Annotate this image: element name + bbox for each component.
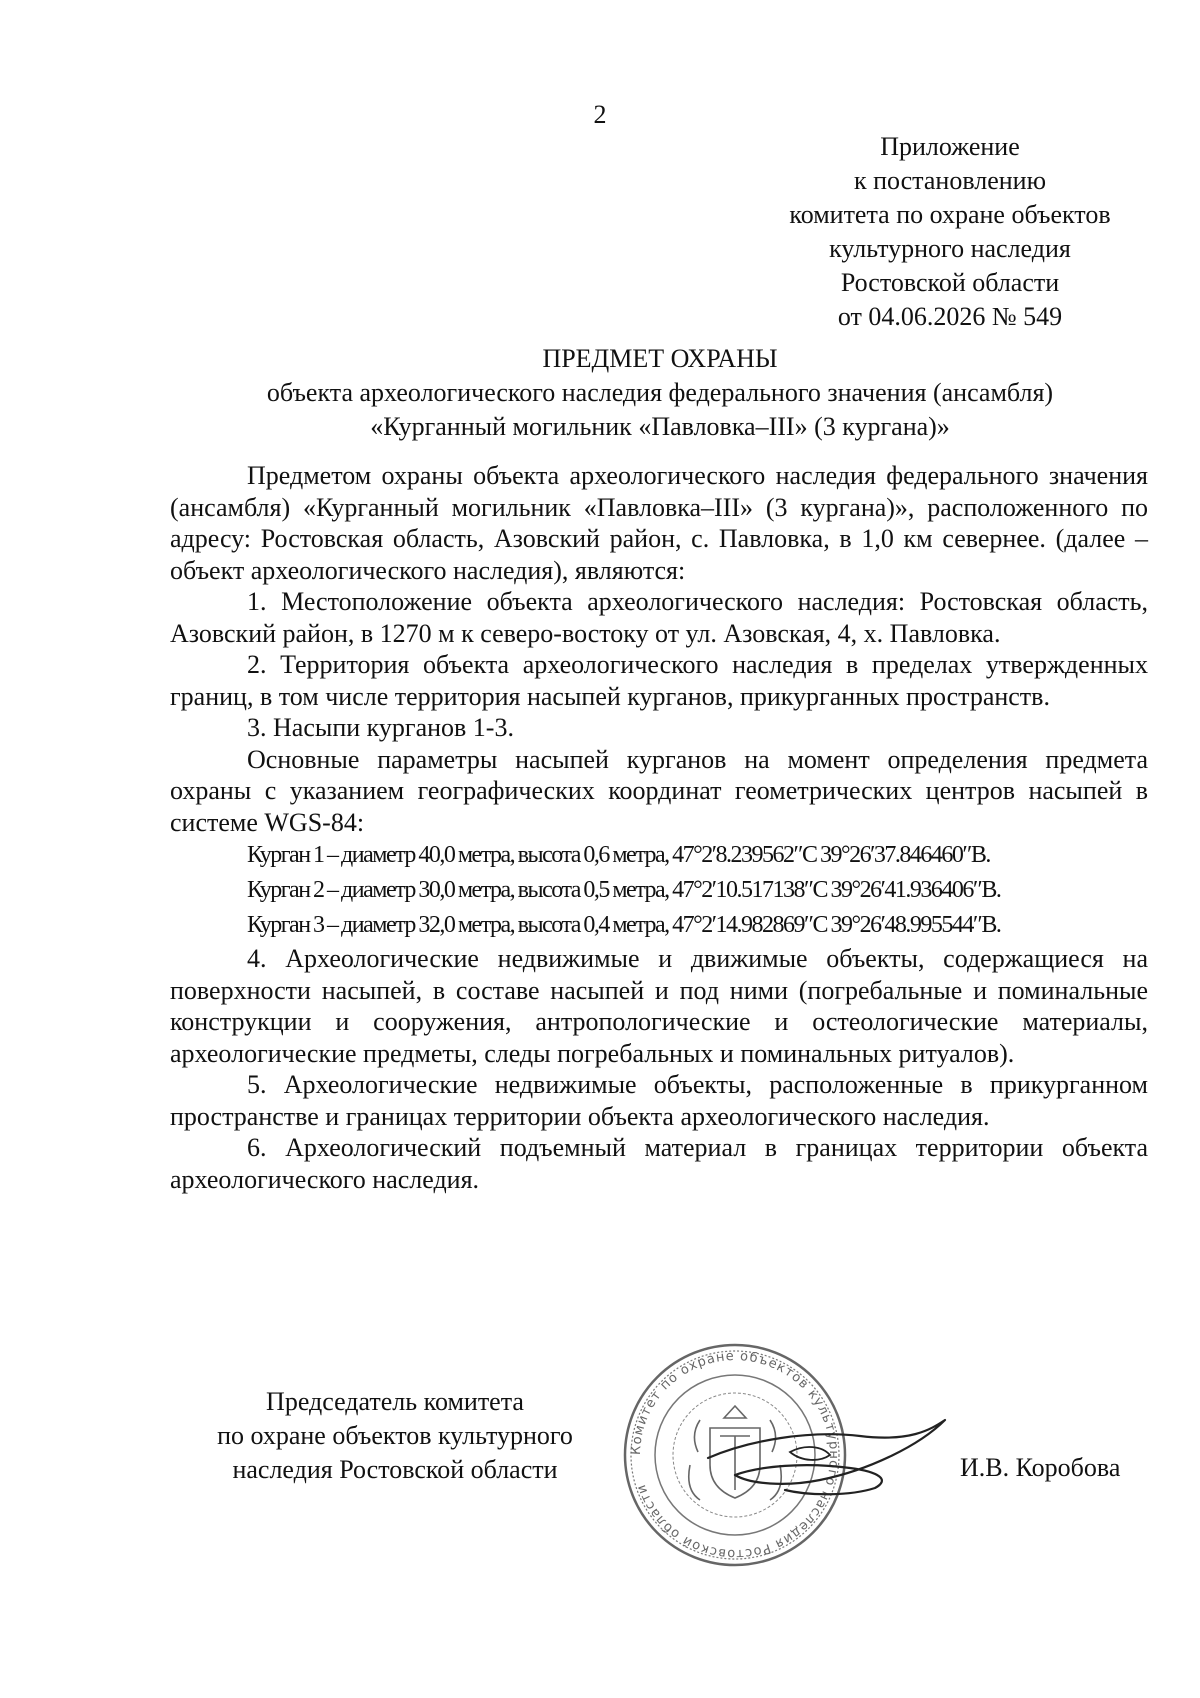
item-mounds: 3. Насыпи курганов 1-3.	[247, 713, 514, 742]
params-paragraph: Основные параметры насыпей курганов на момент определения предмета охраны с указанием географических координат геометрических центров насыпей в системе WGS-84:	[170, 744, 1148, 837]
document-body	[170, 460, 1148, 1195]
document-title	[0, 342, 1200, 444]
title-object-name: «Курганный могильник «Павловка–III» (3 кургана)»	[370, 412, 950, 441]
appendix-line: культурного наследия	[829, 234, 1071, 263]
title-subtitle: объекта археологического наследия федерального значения (ансамбля)	[266, 378, 1054, 407]
page-number: 2	[593, 100, 607, 129]
kurgan-3-line: Курган 3 – диаметр 32,0 метра, высота 0,4 метра, 47°2′14.982869″С 39°26′48.995544″В.	[247, 912, 1001, 938]
signer-position	[150, 1385, 640, 1487]
item-surface-material: 6. Археологический подъемный материал в границах территории объекта археологического наследия.	[170, 1133, 1148, 1194]
signer-position-line: Председатель комитета	[266, 1387, 524, 1416]
title-heading: ПРЕДМЕТ ОХРАНЫ	[542, 344, 778, 373]
handwritten-signature	[690, 1400, 960, 1510]
appendix-line: Ростовской области	[840, 268, 1060, 297]
appendix-date-number: от 04.06.2026 № 549	[837, 302, 1063, 331]
kurgan-1-line: Курган 1 – диаметр 40,0 метра, высота 0,6 метра, 47°2′8.239562″С 39°26′37.846460″В.	[247, 842, 990, 868]
signer-position-line: наследия Ростовской области	[232, 1455, 558, 1484]
seal-text: Комитет по охране объектов культурного наследия Ростовской области	[628, 1348, 842, 1562]
signer-name: И.В. Коробова	[960, 1453, 1121, 1482]
kurgan-2-line: Курган 2 – диаметр 30,0 метра, высота 0,5 метра, 47°2′10.517138″С 39°26′41.936406″В.	[247, 877, 1001, 903]
item-location: 1. Местоположение объекта археологического наследия: Ростовская область, Азовский район, в 1270 м к северо-востоку от ул. Азовская, 4, х. Павловка.	[170, 587, 1148, 648]
item-immovable-objects: 5. Археологические недвижимые объекты, расположенные в прикурганном пространстве и границах территории объекта археологического наследия.	[170, 1070, 1148, 1131]
appendix-line: к постановлению	[853, 166, 1047, 195]
appendix-line: Приложение	[880, 132, 1020, 161]
item-archaeological-objects: 4. Археологические недвижимые и движимые объекты, содержащиеся на поверхности насыпей, в составе насыпей и под ними (погребальные и поминальные конструкции и сооружения, антропологические и остеологические материалы, археологические предметы, следы погребальных и поминальных ритуалов).	[170, 944, 1148, 1068]
signer-position-line: по охране объектов культурного	[217, 1421, 573, 1450]
appendix-line: комитета по охране объектов	[789, 200, 1111, 229]
intro-paragraph: Предметом охраны объекта археологического наследия федерального значения (ансамбля) «Курганный могильник «Павловка–III» (3 кургана)», расположенного по адресу: Ростовская область, Азовский район, с. Павловка, в 1,0 км севернее. (далее – объект археологического наследия), являются:	[170, 461, 1148, 585]
item-territory: 2. Территория объекта археологического наследия в пределах утвержденных границ, в том числе территория насыпей курганов, прикурганных пространств.	[170, 650, 1148, 711]
appendix-header	[720, 130, 1180, 334]
